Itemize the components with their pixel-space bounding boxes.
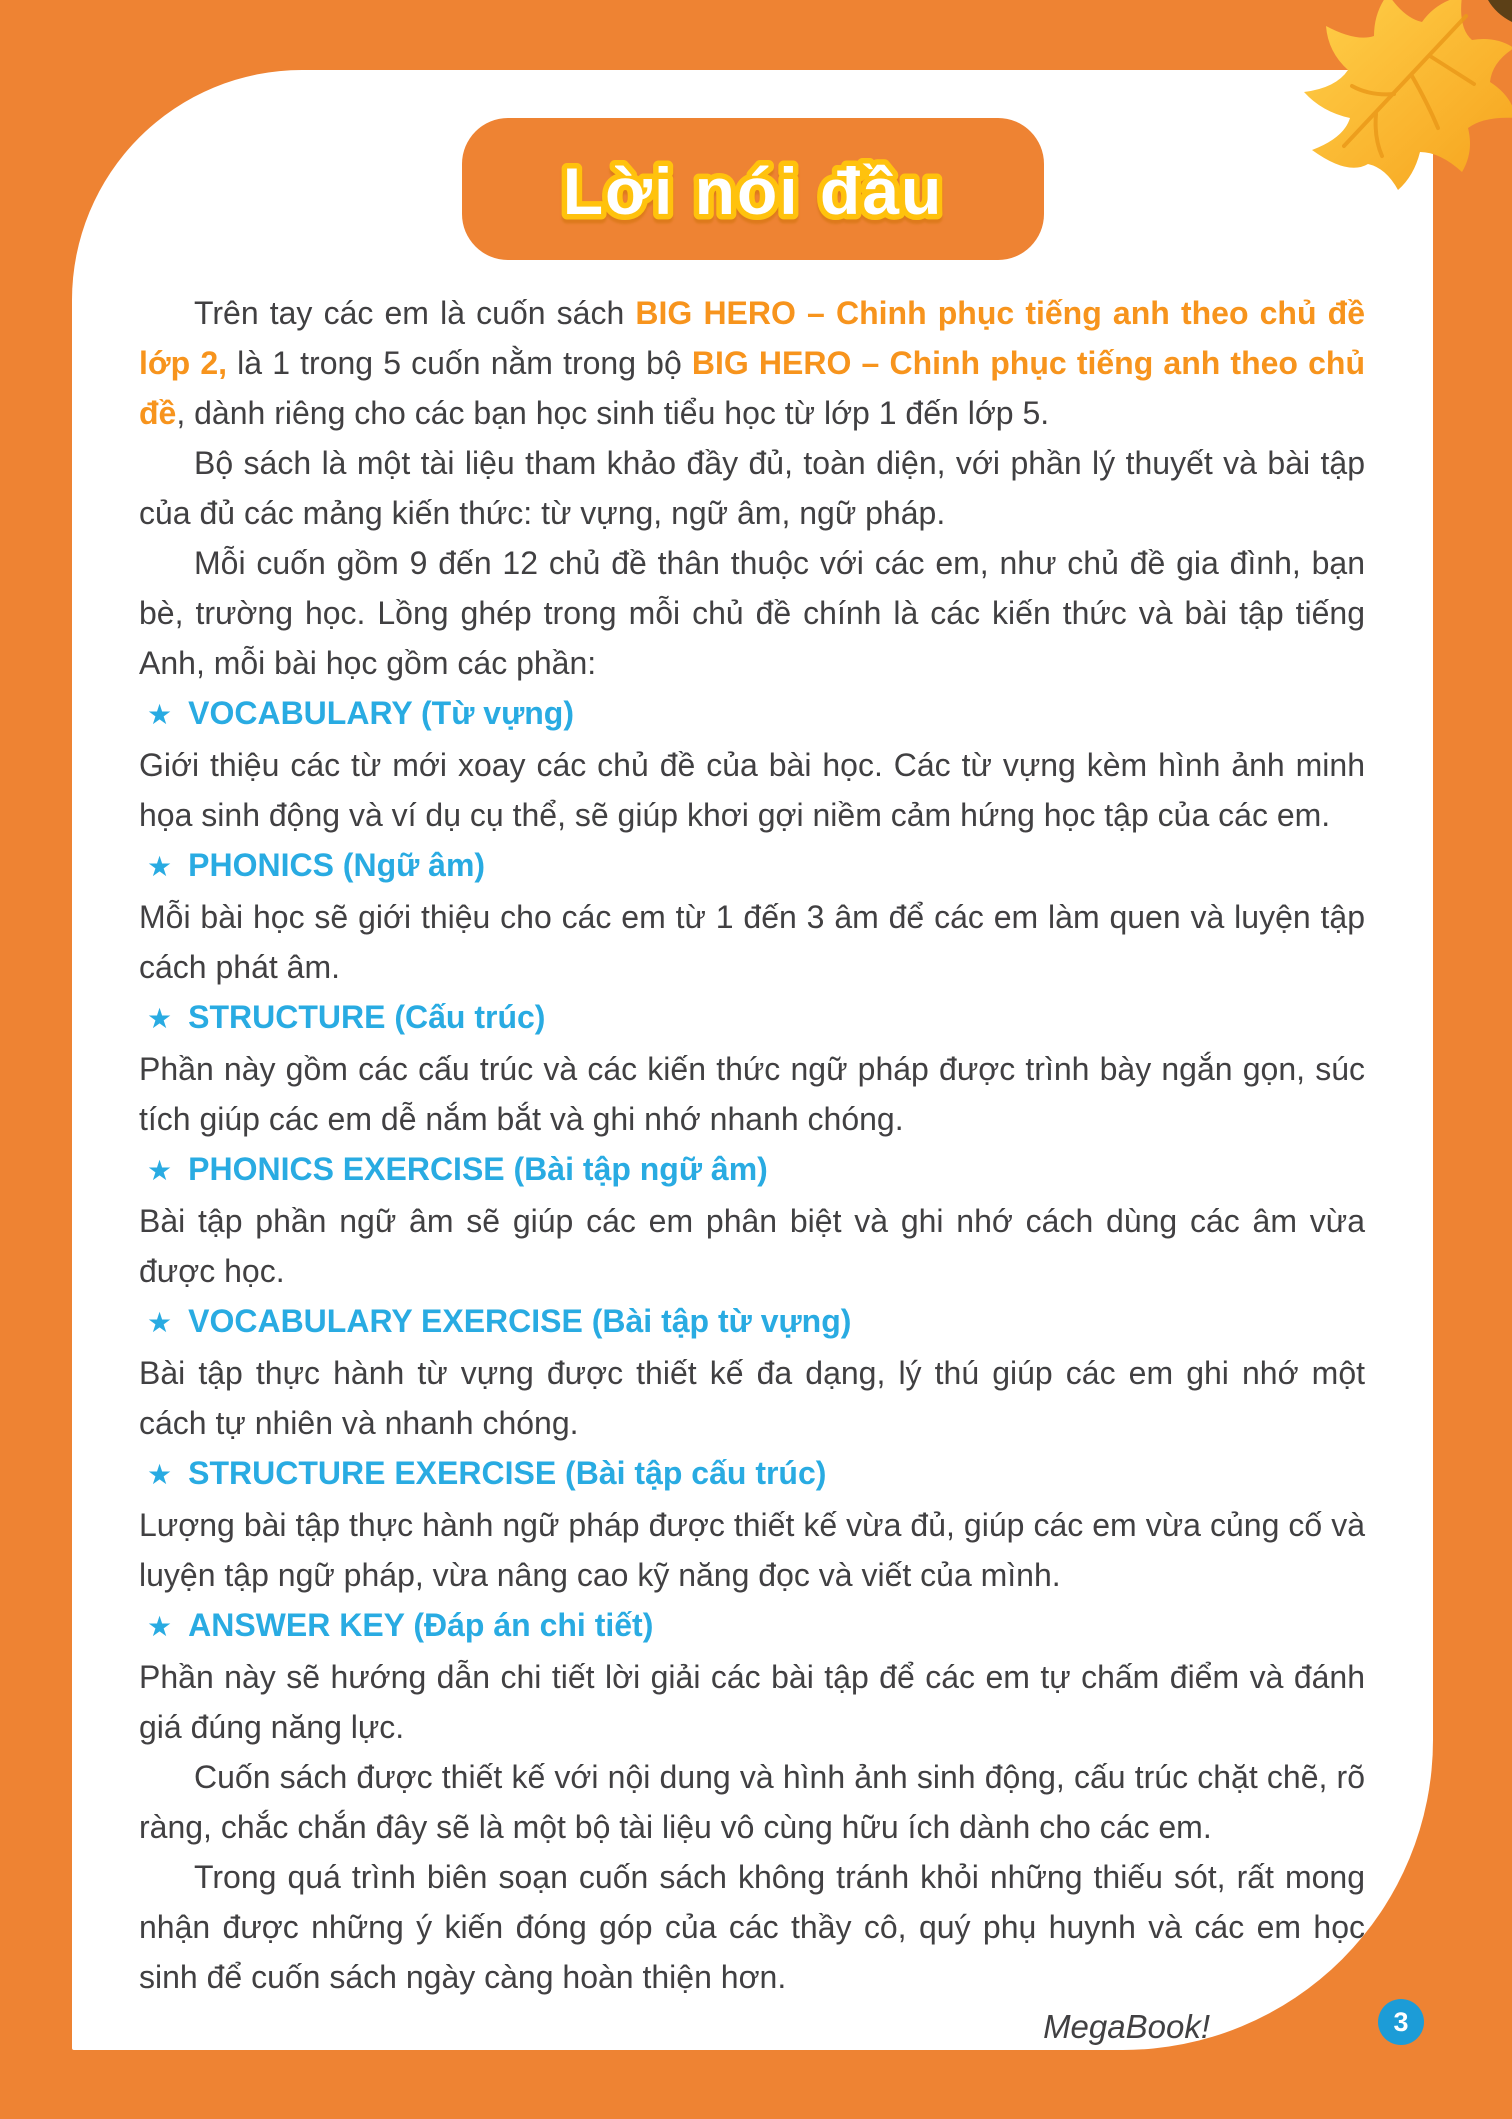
section-heading: VOCABULARY (Từ vựng) (188, 695, 574, 731)
section-phonics (139, 840, 1365, 992)
section-heading-row (147, 1600, 1365, 1652)
page-number-badge (1378, 1999, 1424, 2045)
intro-text: là 1 trong 5 cuốn nằm trong bộ (227, 345, 692, 381)
star-bullet-icon: ★ (147, 1155, 173, 1186)
section-heading: ANSWER KEY (Đáp án chi tiết) (188, 1607, 654, 1643)
closing-paragraph-2: Trong quá trình biên soạn cuốn sách không tránh khỏi những thiếu sót, rất mong nhận được những ý kiến đóng góp của các thầy cô, quý phụ huynh và các em học sinh để cuốn sách ngày càng hoàn thiện hơn. (139, 1859, 1365, 1995)
section-body: Phần này sẽ hướng dẫn chi tiết lời giải các bài tập để các em tự chấm điểm và đánh giá đúng năng lực. (139, 1659, 1365, 1745)
section-structure (139, 992, 1365, 1144)
intro-paragraph-3: Mỗi cuốn gồm 9 đến 12 chủ đề thân thuộc với các em, như chủ đề gia đình, bạn bè, trường học. Lồng ghép trong mỗi chủ đề chính là các kiến thức và bài tập tiếng Anh, mỗi bài học gồm các phần: (139, 545, 1365, 681)
section-body: Phần này gồm các cấu trúc và các kiến thức ngữ pháp được trình bày ngắn gọn, súc tích giúp các em dễ nắm bắt và ghi nhớ nhanh chóng. (139, 1051, 1365, 1137)
page-title: Lời nói đầu (562, 154, 943, 228)
section-heading: STRUCTURE (Cấu trúc) (188, 999, 546, 1035)
intro-text: Trên tay các em là cuốn sách (194, 295, 636, 331)
publisher-signature: MegaBook! (1043, 2008, 1210, 2045)
section-body: Bài tập phần ngữ âm sẽ giúp các em phân biệt và ghi nhớ cách dùng các âm vừa được học. (139, 1203, 1365, 1289)
section-body: Mỗi bài học sẽ giới thiệu cho các em từ 1 đến 3 âm để các em làm quen và luyện tập cách phát âm. (139, 899, 1365, 985)
star-bullet-icon: ★ (147, 851, 173, 882)
content-card (72, 70, 1433, 2050)
star-bullet-icon: ★ (147, 1611, 173, 1642)
section-vocabulary-exercise (139, 1296, 1365, 1448)
section-answer-key (139, 1600, 1365, 1752)
preface-text (139, 288, 1365, 2052)
section-heading: PHONICS (Ngữ âm) (188, 847, 486, 883)
series-title-highlight: BIG HERO – Chinh phục tiếng anh theo chủ đề (139, 345, 1365, 431)
intro-text: , dành riêng cho các bạn học sinh tiểu học từ lớp 1 đến lớp 5. (176, 395, 1050, 431)
section-heading-row (147, 992, 1365, 1044)
title-banner (462, 118, 1044, 260)
section-vocabulary (139, 688, 1365, 840)
section-body: Giới thiệu các từ mới xoay các chủ đề của bài học. Các từ vựng kèm hình ảnh minh họa sinh động và ví dụ cụ thể, sẽ giúp khơi gợi niềm cảm hứng học tập của các em. (139, 747, 1365, 833)
star-bullet-icon: ★ (147, 1459, 173, 1490)
section-heading-row (147, 840, 1365, 892)
title-banner-art (462, 118, 1044, 260)
section-heading: PHONICS EXERCISE (Bài tập ngữ âm) (188, 1151, 768, 1187)
star-bullet-icon: ★ (147, 699, 173, 730)
section-body: Bài tập thực hành từ vựng được thiết kế đa dạng, lý thú giúp các em ghi nhớ một cách tự nhiên và nhanh chóng. (139, 1355, 1365, 1441)
intro-paragraph-1 (139, 288, 1365, 438)
section-heading-row (147, 1448, 1365, 1500)
autumn-leaf-icon (1252, 0, 1512, 220)
section-heading-row (147, 688, 1365, 740)
section-phonics-exercise (139, 1144, 1365, 1296)
section-heading: VOCABULARY EXERCISE (Bài tập từ vựng) (188, 1303, 852, 1339)
star-bullet-icon: ★ (147, 1307, 173, 1338)
section-body: Lượng bài tập thực hành ngữ pháp được thiết kế vừa đủ, giúp các em vừa củng cố và luyện tập ngữ pháp, vừa nâng cao kỹ năng đọc và viết của mình. (139, 1507, 1365, 1593)
section-heading-row (147, 1296, 1365, 1348)
page-number: 3 (1393, 2006, 1409, 2037)
section-heading: STRUCTURE EXERCISE (Bài tập cấu trúc) (188, 1455, 827, 1491)
star-bullet-icon: ★ (147, 1003, 173, 1034)
book-title-highlight: BIG HERO – Chinh phục tiếng anh theo chủ đề lớp 2, (139, 295, 1366, 381)
closing-paragraph-1: Cuốn sách được thiết kế với nội dung và hình ảnh sinh động, cấu trúc chặt chẽ, rõ ràng, chắc chắn đây sẽ là một bộ tài liệu vô cùng hữu ích dành cho các em. (139, 1759, 1365, 1845)
section-heading-row (147, 1144, 1365, 1196)
section-structure-exercise (139, 1448, 1365, 1600)
intro-paragraph-2: Bộ sách là một tài liệu tham khảo đầy đủ, toàn diện, với phần lý thuyết và bài tập của đủ các mảng kiến thức: từ vựng, ngữ âm, ngữ pháp. (139, 445, 1365, 531)
